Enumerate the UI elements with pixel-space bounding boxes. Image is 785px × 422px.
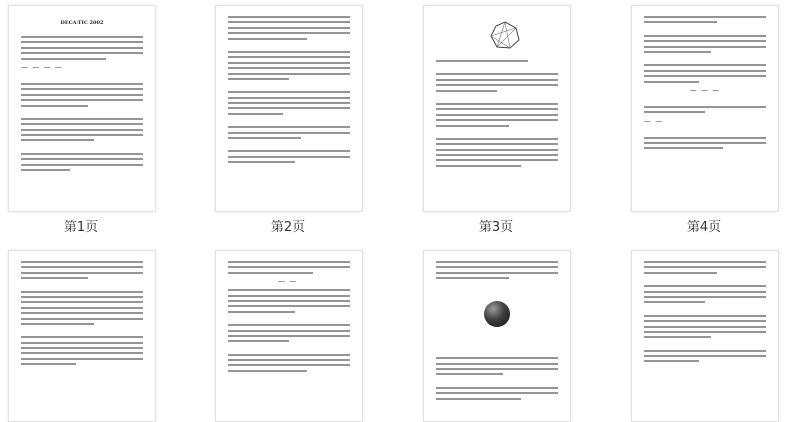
- sphere-figure: [484, 301, 510, 327]
- page-caption-1: 第1页: [63, 220, 99, 235]
- page-heading: DECA-TIC 2002: [60, 20, 104, 26]
- page-thumbnail-8[interactable]: [631, 250, 779, 422]
- page-3-content: [436, 16, 558, 211]
- page-thumbnail-5[interactable]: [8, 250, 156, 422]
- page-4-content: — — — — —: [644, 16, 766, 211]
- page-thumbnail-7[interactable]: [423, 250, 571, 422]
- page-1-content: DECA-TIC 2002 — — — —: [21, 16, 143, 211]
- page-5-content: [21, 261, 143, 421]
- geometry-figure: [488, 20, 522, 50]
- page-caption-3: 第3页: [478, 220, 514, 235]
- page-2-content: [228, 16, 350, 211]
- page-caption-2: 第2页: [270, 220, 306, 235]
- page-7-content: [436, 261, 558, 421]
- page-caption-4: 第4页: [686, 220, 722, 235]
- page-thumbnail-3[interactable]: [423, 5, 571, 212]
- page-thumbnail-4[interactable]: [631, 5, 779, 212]
- page-thumbnail-6[interactable]: [215, 250, 363, 422]
- page-thumbnail-2[interactable]: [215, 5, 363, 212]
- page-6-content: — —: [228, 261, 350, 421]
- page-8-content: [644, 261, 766, 421]
- page-thumbnail-1[interactable]: [8, 5, 156, 212]
